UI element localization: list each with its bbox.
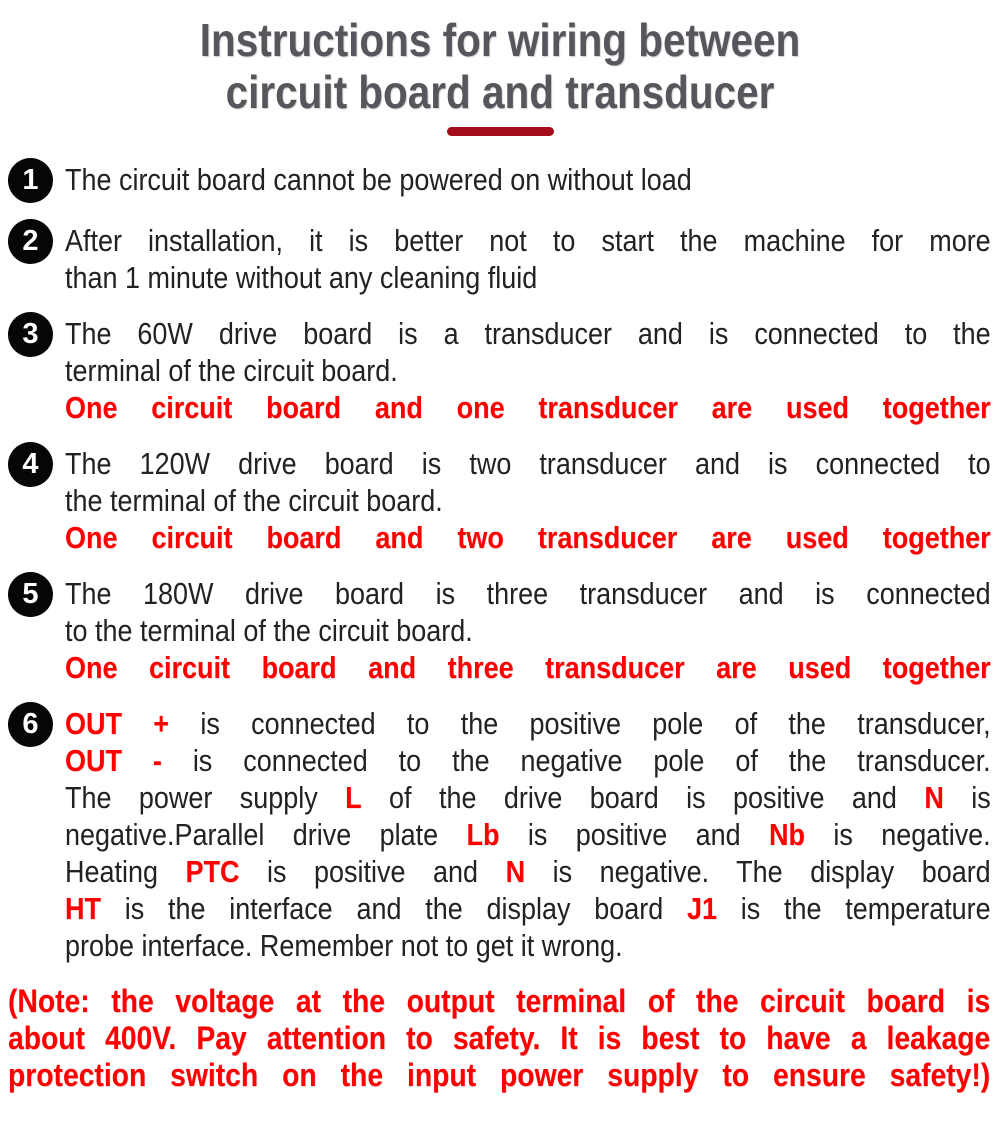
line-text: is the interface and the display board — [100, 891, 687, 926]
keyword-ptc: PTC — [185, 854, 240, 889]
instruction-line: After installation, it is better not to start the machine for more — [65, 223, 991, 258]
safety-note — [0, 983, 1000, 1094]
instruction-item-3 — [0, 315, 1000, 426]
item-number-badge-4: 4 — [8, 442, 53, 487]
emphasis-line: One circuit board and one transducer are used together — [65, 390, 991, 425]
line-text: is negative. — [804, 817, 991, 852]
safety-note-line: (Note: the voltage at the output terminal of the circuit board is — [8, 983, 991, 1019]
item-text-2 — [65, 222, 1000, 296]
keyword-n: N — [505, 854, 526, 889]
keyword-ht: HT — [65, 891, 101, 926]
line-text: Heating — [65, 854, 186, 889]
page-title-line-2: circuit board and transducer — [225, 66, 775, 118]
instruction-line: to the terminal of the circuit board. — [65, 613, 473, 648]
keyword-l: L — [345, 780, 362, 815]
instruction-line — [65, 853, 991, 890]
line-text: is positive and — [499, 817, 769, 852]
item-text-6 — [65, 705, 1000, 964]
page-title-line-1: Instructions for wiring between — [199, 14, 801, 66]
instruction-line: the terminal of the circuit board. — [65, 483, 443, 518]
keyword-nb: Nb — [768, 817, 805, 852]
line-text: negative.Parallel drive plate — [65, 817, 467, 852]
instruction-line: The circuit board cannot be powered on without load — [65, 162, 692, 197]
item-number-badge-3: 3 — [8, 312, 53, 357]
instruction-line: The 180W drive board is three transducer and is connected — [65, 576, 991, 611]
instruction-line: terminal of the circuit board. — [65, 353, 398, 388]
emphasis-line: One circuit board and three transducer are used together — [65, 650, 991, 685]
instruction-list — [0, 161, 1000, 964]
item-text-4 — [65, 445, 1000, 556]
keyword-out-plus: OUT + — [65, 706, 170, 741]
line-text: is the temperature — [716, 891, 991, 926]
item-number-badge-6: 6 — [8, 702, 53, 747]
instruction-line: The 120W drive board is two transducer and is connected to — [65, 446, 991, 481]
line-text: The power supply — [65, 780, 346, 815]
instruction-line: than 1 minute without any cleaning fluid — [65, 260, 538, 295]
line-text: of the drive board is positive and — [361, 780, 925, 815]
emphasis-line: One circuit board and two transducer are used together — [65, 520, 991, 555]
keyword-out-minus: OUT - — [65, 743, 162, 778]
safety-note-line: about 400V. Pay attention to safety. It is best to have a leakage — [8, 1020, 991, 1056]
title-divider-bar — [447, 127, 554, 136]
safety-note-line: protection switch on the input power supply to ensure safety!) — [8, 1057, 991, 1093]
instruction-line — [65, 816, 991, 853]
item-number-badge-5: 5 — [8, 572, 53, 617]
instruction-item-4 — [0, 445, 1000, 556]
instruction-line: The 60W drive board is a transducer and is connected to the — [65, 316, 991, 351]
keyword-lb: Lb — [466, 817, 500, 852]
item-number-badge-1: 1 — [8, 158, 53, 203]
item-text-3 — [65, 315, 1000, 426]
line-text: is connected to the positive pole of the transducer, — [169, 706, 991, 741]
line-text: is positive and — [239, 854, 506, 889]
instruction-line — [65, 779, 991, 816]
instruction-item-1 — [0, 161, 1000, 203]
instruction-line — [65, 742, 991, 779]
page-title — [0, 14, 1000, 118]
item-text-5 — [65, 575, 1000, 686]
item-number-badge-2: 2 — [8, 219, 53, 264]
keyword-n: N — [924, 780, 944, 815]
instruction-item-6 — [0, 705, 1000, 964]
instruction-line: probe interface. Remember not to get it wrong. — [65, 928, 623, 963]
instruction-item-2 — [0, 222, 1000, 296]
instruction-item-5 — [0, 575, 1000, 686]
line-text: is connected to the negative pole of the transducer. — [161, 743, 991, 778]
instruction-line — [65, 890, 991, 927]
line-text: is negative. The display board — [525, 854, 991, 889]
line-text: is — [943, 780, 991, 815]
item-text-1 — [65, 161, 1000, 198]
keyword-j1: J1 — [686, 891, 717, 926]
instruction-line — [65, 705, 991, 742]
